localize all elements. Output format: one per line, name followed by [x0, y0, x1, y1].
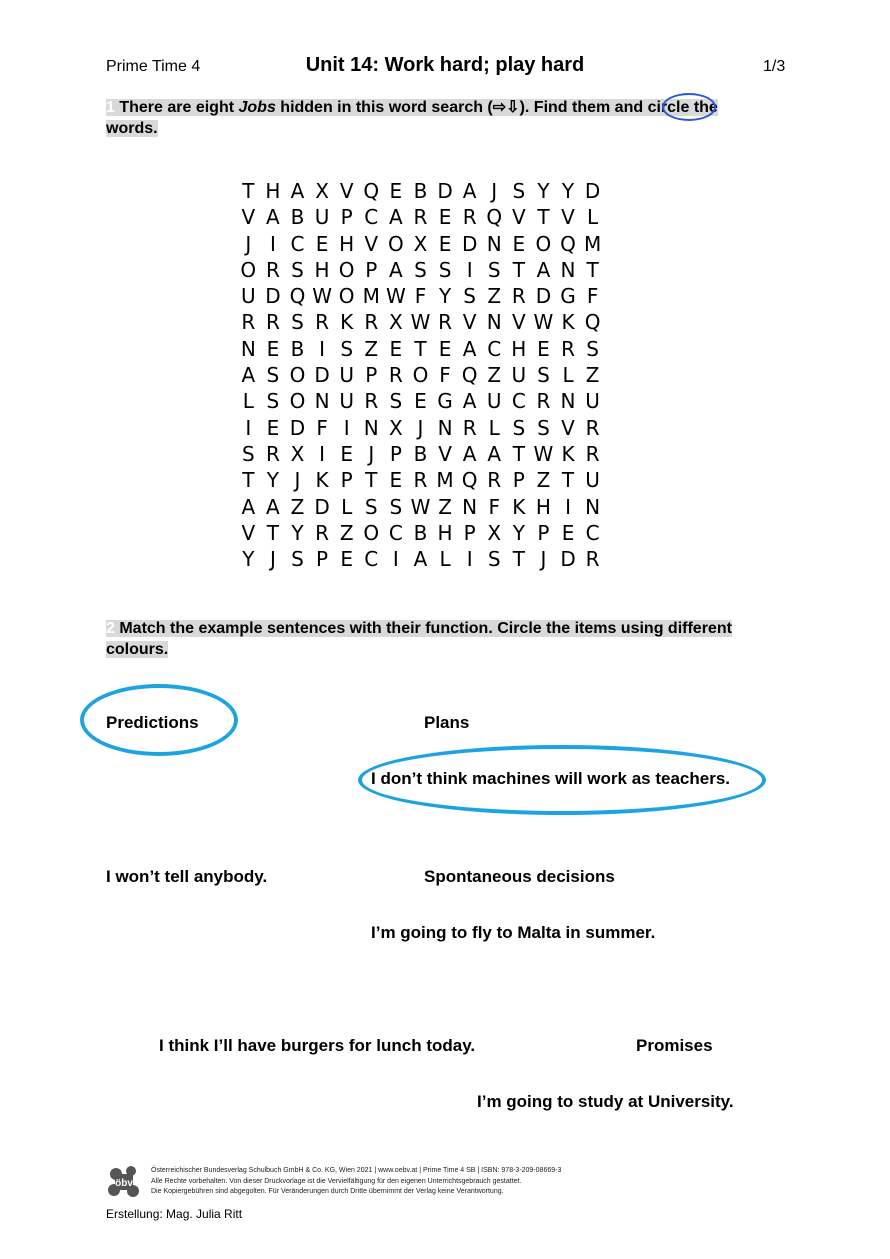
grid-letter[interactable]: C	[585, 520, 600, 545]
grid-letter[interactable]: E	[266, 336, 280, 361]
grid-letter[interactable]: R	[315, 520, 330, 545]
grid-letter[interactable]: K	[561, 310, 575, 335]
grid-letter[interactable]: T	[537, 205, 550, 230]
grid-letter[interactable]: R	[487, 468, 502, 493]
grid-letter[interactable]: C	[364, 205, 379, 230]
grid-letter[interactable]: V	[462, 310, 477, 335]
grid-row	[236, 204, 605, 230]
book-title: Prime Time 4	[106, 58, 201, 75]
grid-letter[interactable]: E	[438, 205, 452, 230]
grid-letter[interactable]: B	[290, 336, 305, 361]
grid-letter[interactable]: I	[565, 494, 571, 519]
grid-letter[interactable]: A	[462, 441, 477, 466]
grid-letter[interactable]: J	[294, 468, 301, 493]
grid-letter[interactable]: U	[585, 468, 600, 493]
grid-letter[interactable]: N	[314, 389, 330, 414]
grid-row	[236, 257, 605, 283]
grid-letter[interactable]: I	[343, 415, 350, 440]
grid-letter[interactable]: L	[242, 389, 254, 414]
grid-letter[interactable]: U	[240, 284, 256, 309]
grid-row	[236, 283, 605, 309]
grid-letter[interactable]: E	[438, 231, 452, 256]
grid-letter[interactable]: H	[437, 520, 453, 545]
grid-row	[236, 178, 605, 204]
grid-letter[interactable]: A	[536, 257, 551, 282]
grid-letter[interactable]: E	[438, 336, 452, 361]
grid-letter[interactable]: X	[389, 415, 403, 440]
grid-letter[interactable]: R	[511, 284, 526, 309]
grid-letter[interactable]: I	[392, 547, 399, 572]
grid-letter[interactable]: A	[413, 547, 428, 572]
grid-letter[interactable]: V	[511, 310, 526, 335]
grid-row	[236, 441, 605, 467]
grid-letter[interactable]: G	[437, 389, 453, 414]
grid-letter[interactable]: Y	[512, 520, 525, 545]
grid-letter[interactable]: O	[363, 520, 380, 545]
grid-letter[interactable]: A	[487, 441, 502, 466]
grid-letter[interactable]: T	[512, 257, 525, 282]
grid-letter[interactable]: D	[535, 284, 552, 309]
grid-letter[interactable]: S	[463, 284, 476, 309]
grid-letter[interactable]: R	[388, 363, 403, 388]
grid-letter[interactable]: P	[512, 468, 525, 493]
grid-letter[interactable]: U	[339, 389, 354, 414]
grid-letter[interactable]: I	[466, 257, 473, 282]
grid-letter[interactable]: Q	[461, 363, 478, 388]
grid-letter[interactable]: S	[241, 441, 255, 466]
grid-letter[interactable]: Q	[289, 284, 306, 309]
grid-letter[interactable]: P	[340, 205, 353, 230]
grid-letter[interactable]: M	[436, 468, 454, 493]
grid-letter[interactable]: L	[562, 363, 574, 388]
footer-line-2: Alle Rechte vorbehalten. Von dieser Druckvorlage ist die Vervielfältigung für den eigenen Unterrichtsgebrauch gestattet.	[151, 1178, 522, 1185]
grid-letter[interactable]: T	[242, 179, 255, 203]
item-wont-tell-sentence[interactable]: I won’t tell anybody.	[106, 867, 268, 886]
grid-letter[interactable]: A	[241, 363, 256, 388]
grid-letter[interactable]: W	[533, 441, 554, 466]
grid-letter[interactable]: U	[314, 205, 330, 230]
grid-letter[interactable]: R	[265, 257, 280, 282]
grid-letter[interactable]: C	[290, 231, 305, 256]
grid-letter[interactable]: I	[319, 336, 326, 361]
publisher-logo	[106, 1165, 144, 1199]
grid-letter[interactable]: S	[487, 547, 501, 572]
grid-letter[interactable]: F	[316, 415, 328, 440]
page-number: 1/3	[763, 58, 786, 75]
grid-letter[interactable]: N	[437, 415, 453, 440]
grid-letter[interactable]: Q	[486, 205, 503, 230]
grid-letter[interactable]: K	[340, 310, 354, 335]
grid-letter[interactable]: N	[560, 389, 576, 414]
grid-letter[interactable]: D	[265, 284, 281, 309]
grid-letter[interactable]: J	[245, 231, 252, 256]
grid-letter[interactable]: B	[413, 179, 428, 203]
grid-letter[interactable]: N	[240, 336, 256, 361]
grid-letter[interactable]: O	[338, 284, 355, 309]
grid-letter[interactable]: F	[488, 494, 500, 519]
grid-letter[interactable]: A	[266, 205, 280, 230]
grid-letter[interactable]: M	[583, 231, 602, 256]
grid-letter[interactable]: J	[368, 441, 375, 466]
grid-letter[interactable]: R	[413, 205, 428, 230]
grid-row	[236, 309, 605, 335]
grid-letter[interactable]: E	[561, 520, 575, 545]
circle-example-mark	[662, 93, 716, 121]
grid-letter[interactable]: S	[512, 415, 526, 440]
grid-letter[interactable]: V	[511, 205, 526, 230]
grid-letter[interactable]: Y	[266, 468, 279, 493]
grid-letter[interactable]: D	[289, 415, 306, 440]
grid-letter[interactable]: Q	[461, 468, 478, 493]
grid-letter[interactable]: E	[315, 231, 329, 256]
grid-letter[interactable]: V	[561, 415, 575, 440]
grid-letter[interactable]: H	[511, 336, 527, 361]
grid-letter[interactable]: J	[491, 179, 498, 203]
grid-letter[interactable]: Z	[339, 520, 354, 545]
grid-letter[interactable]: P	[463, 520, 476, 545]
grid-letter[interactable]: Z	[487, 363, 502, 388]
grid-letter[interactable]: A	[462, 336, 477, 361]
grid-letter[interactable]: P	[365, 257, 378, 282]
grid-letter[interactable]: Y	[242, 547, 255, 572]
grid-letter[interactable]: E	[389, 336, 403, 361]
grid-letter[interactable]: H	[535, 494, 551, 519]
task-2-instruction	[106, 618, 766, 660]
grid-letter[interactable]: W	[312, 284, 332, 309]
grid-letter[interactable]: N	[363, 415, 379, 440]
item-spontaneous-decisions[interactable]: Spontaneous decisions	[424, 867, 615, 886]
grid-letter[interactable]: H	[314, 257, 330, 282]
grid-letter[interactable]: N	[462, 494, 478, 519]
grid-letter[interactable]: T	[586, 257, 599, 282]
grid-letter[interactable]: Z	[290, 494, 305, 519]
grid-letter[interactable]: X	[290, 441, 305, 466]
grid-letter[interactable]: L	[587, 205, 599, 230]
grid-letter[interactable]: D	[584, 179, 601, 203]
grid-letter[interactable]: S	[266, 363, 280, 388]
grid-letter[interactable]: S	[487, 257, 501, 282]
task-2-number: 2	[106, 620, 115, 637]
grid-letter[interactable]: R	[364, 310, 379, 335]
grid-letter[interactable]: S	[364, 494, 378, 519]
grid-letter[interactable]: R	[265, 441, 280, 466]
grid-letter[interactable]: Z	[438, 494, 452, 519]
grid-letter[interactable]: B	[290, 205, 305, 230]
item-malta-sentence[interactable]: I’m going to fly to Malta in summer.	[371, 923, 656, 942]
grid-letter[interactable]: X	[315, 179, 329, 203]
grid-letter[interactable]: U	[511, 363, 527, 388]
grid-letter[interactable]: K	[315, 468, 329, 493]
grid-letter[interactable]: C	[487, 336, 502, 361]
grid-letter[interactable]: N	[486, 310, 502, 335]
grid-letter[interactable]: Q	[560, 231, 576, 256]
grid-letter[interactable]: G	[560, 284, 576, 309]
grid-letter[interactable]: R	[438, 310, 452, 335]
task-1-jobs-word: Jobs	[238, 99, 276, 116]
grid-letter[interactable]: Y	[561, 179, 575, 203]
grid-letter[interactable]: L	[488, 415, 500, 440]
grid-letter[interactable]: S	[291, 310, 304, 335]
grid-letter[interactable]: V	[438, 441, 452, 466]
grid-letter[interactable]: S	[389, 494, 403, 519]
grid-row	[236, 231, 605, 257]
grid-letter[interactable]: S	[537, 415, 550, 440]
grid-letter[interactable]: F	[586, 284, 599, 309]
grid-letter[interactable]: T	[512, 441, 525, 466]
footer-line-3: Die Kopiergebühren sind abgegolten. Für Veränderungen durch Dritte übernimmt der Verlag keine Verantwortung.	[151, 1188, 504, 1195]
grid-letter[interactable]: R	[462, 205, 477, 230]
grid-letter[interactable]: R	[585, 547, 600, 572]
grid-letter[interactable]: L	[341, 494, 353, 519]
grid-letter[interactable]: V	[339, 179, 354, 203]
grid-letter[interactable]: I	[466, 547, 473, 572]
grid-letter[interactable]: R	[561, 336, 575, 361]
grid-letter[interactable]: I	[269, 231, 276, 256]
grid-letter[interactable]: O	[535, 231, 552, 256]
grid-letter[interactable]: P	[365, 363, 378, 388]
grid-letter[interactable]: T	[242, 468, 255, 493]
author-credit: Erstellung: Mag. Julia Ritt	[106, 1207, 243, 1221]
grid-letter[interactable]: J	[269, 547, 276, 572]
grid-letter[interactable]: O	[289, 389, 306, 414]
grid-letter[interactable]: O	[387, 231, 404, 256]
grid-letter[interactable]: R	[265, 310, 280, 335]
grid-letter[interactable]: K	[512, 494, 526, 519]
grid-letter[interactable]: D	[560, 547, 576, 572]
grid-letter[interactable]: W	[385, 284, 406, 309]
grid-letter[interactable]: B	[413, 520, 428, 545]
grid-letter[interactable]: S	[266, 389, 280, 414]
grid-letter[interactable]: X	[487, 520, 502, 545]
grid-letter[interactable]: Z	[364, 336, 379, 361]
grid-letter[interactable]: C	[364, 547, 379, 572]
grid-row	[236, 520, 605, 546]
grid-letter[interactable]: E	[414, 389, 427, 414]
grid-letter[interactable]: V	[241, 205, 256, 230]
grid-letter[interactable]: C	[388, 520, 403, 545]
grid-letter[interactable]: R	[536, 389, 551, 414]
grid-letter[interactable]: A	[389, 257, 403, 282]
grid-letter[interactable]: E	[512, 231, 526, 256]
grid-letter[interactable]: S	[389, 389, 403, 414]
grid-letter[interactable]: Z	[585, 363, 600, 388]
grid-letter[interactable]: D	[314, 363, 330, 388]
grid-letter[interactable]: A	[462, 389, 477, 414]
grid-letter[interactable]: R	[241, 310, 256, 335]
grid-letter[interactable]: U	[486, 389, 502, 414]
grid-letter[interactable]: Y	[537, 179, 550, 203]
item-burgers-sentence[interactable]: I think I’ll have burgers for lunch today.	[159, 1036, 476, 1055]
grid-letter[interactable]: D	[437, 179, 453, 203]
grid-letter[interactable]: T	[561, 468, 575, 493]
item-predictions[interactable]: Predictions	[106, 713, 199, 732]
item-plans[interactable]: Plans	[424, 713, 470, 732]
grid-letter[interactable]: W	[410, 310, 431, 335]
grid-letter[interactable]: E	[389, 179, 403, 203]
grid-row	[236, 467, 605, 493]
grid-letter[interactable]: P	[316, 547, 329, 572]
grid-letter[interactable]: S	[291, 257, 304, 282]
unit-title: Unit 14: Work hard; play hard	[305, 54, 585, 76]
grid-letter[interactable]: P	[537, 520, 550, 545]
grid-letter[interactable]: R	[413, 468, 428, 493]
grid-row	[236, 415, 605, 441]
grid-letter[interactable]: S	[512, 179, 526, 203]
item-promises[interactable]: Promises	[636, 1036, 713, 1055]
item-machines-sentence[interactable]: I don’t think machines will work as teachers.	[371, 769, 730, 788]
grid-letter[interactable]: H	[339, 231, 355, 256]
grid-letter[interactable]: P	[389, 441, 402, 466]
grid-letter[interactable]: Y	[291, 520, 304, 545]
grid-letter[interactable]: Q	[363, 179, 380, 203]
grid-letter[interactable]: R	[585, 415, 600, 440]
grid-letter[interactable]: Q	[584, 310, 601, 335]
grid-letter[interactable]: H	[265, 179, 281, 203]
grid-letter[interactable]: N	[585, 494, 601, 519]
grid-row	[236, 362, 605, 388]
grid-letter[interactable]: V	[561, 205, 575, 230]
grid-letter[interactable]: S	[586, 336, 599, 361]
grid-letter[interactable]: T	[414, 336, 427, 361]
grid-row	[236, 388, 605, 414]
grid-row	[236, 336, 605, 362]
grid-letter[interactable]: V	[364, 231, 379, 256]
grid-letter[interactable]: A	[241, 494, 256, 519]
grid-letter[interactable]: E	[389, 468, 403, 493]
grid-letter[interactable]: J	[417, 415, 424, 440]
grid-letter[interactable]: X	[389, 310, 403, 335]
footer-line-1: Österreichischer Bundesverlag Schulbuch GmbH & Co. KG, Wien 2021 | www.oebv.at | Prime Time 4 SB | ISBN: 978-3-209-08669-3	[151, 1167, 562, 1174]
task-1-text-after: hidden in this word search (⇨⇩). Find them and circle the words.	[106, 99, 718, 137]
grid-letter[interactable]: A	[290, 179, 305, 203]
grid-letter[interactable]: I	[319, 441, 326, 466]
grid-letter[interactable]: R	[315, 310, 330, 335]
grid-letter[interactable]: E	[340, 441, 353, 466]
grid-letter[interactable]: L	[439, 547, 451, 572]
grid-letter[interactable]: M	[362, 284, 380, 309]
task-1-number: 1	[106, 99, 115, 116]
grid-letter[interactable]: U	[585, 389, 600, 414]
grid-letter[interactable]: F	[439, 363, 451, 388]
grid-letter[interactable]: K	[561, 441, 575, 466]
grid-letter[interactable]: T	[512, 547, 525, 572]
grid-letter[interactable]: S	[537, 363, 550, 388]
grid-letter[interactable]: E	[340, 547, 353, 572]
grid-letter[interactable]: R	[462, 415, 477, 440]
grid-row	[236, 494, 605, 520]
grid-letter[interactable]: U	[339, 363, 354, 388]
task-1-text-before: There are eight	[114, 99, 239, 116]
logo-text: öbv	[115, 1178, 133, 1189]
grid-letter[interactable]: R	[364, 389, 379, 414]
word-search-grid	[236, 178, 605, 572]
grid-letter[interactable]: S	[340, 336, 354, 361]
grid-letter[interactable]: Y	[438, 284, 452, 309]
grid-letter[interactable]: J	[540, 547, 547, 572]
grid-letter[interactable]: Z	[536, 468, 551, 493]
grid-letter[interactable]: T	[266, 520, 279, 545]
grid-letter[interactable]: D	[314, 494, 330, 519]
grid-letter[interactable]: N	[560, 257, 576, 282]
grid-letter[interactable]: B	[413, 441, 428, 466]
grid-letter[interactable]: A	[389, 205, 403, 230]
grid-letter[interactable]: O	[240, 257, 257, 282]
grid-letter[interactable]: E	[266, 415, 280, 440]
grid-letter[interactable]: E	[537, 336, 550, 361]
grid-letter[interactable]: O	[289, 363, 306, 388]
grid-letter[interactable]: P	[340, 468, 353, 493]
grid-letter[interactable]: S	[291, 547, 304, 572]
item-university-sentence[interactable]: I’m going to study at University.	[477, 1092, 734, 1111]
grid-letter[interactable]: Z	[487, 284, 502, 309]
grid-letter[interactable]: S	[414, 257, 427, 282]
grid-letter[interactable]: W	[533, 310, 554, 335]
grid-row	[236, 546, 605, 572]
grid-letter[interactable]: A	[462, 179, 477, 203]
task-2-text: Match the example sentences with their function. Circle the items using different colours.	[106, 620, 732, 658]
grid-letter[interactable]: O	[412, 363, 429, 388]
grid-letter[interactable]: A	[266, 494, 280, 519]
grid-letter[interactable]: X	[413, 231, 428, 256]
grid-letter[interactable]: V	[241, 520, 256, 545]
grid-letter[interactable]: S	[438, 257, 452, 282]
grid-letter[interactable]: I	[245, 415, 252, 440]
grid-letter[interactable]: F	[414, 284, 427, 309]
grid-letter[interactable]: D	[461, 231, 478, 256]
grid-letter[interactable]: O	[338, 257, 355, 282]
grid-letter[interactable]: C	[511, 389, 526, 414]
grid-letter[interactable]: T	[365, 468, 378, 493]
grid-letter[interactable]: R	[585, 441, 600, 466]
grid-letter[interactable]: N	[486, 231, 502, 256]
grid-letter[interactable]: W	[410, 494, 431, 519]
